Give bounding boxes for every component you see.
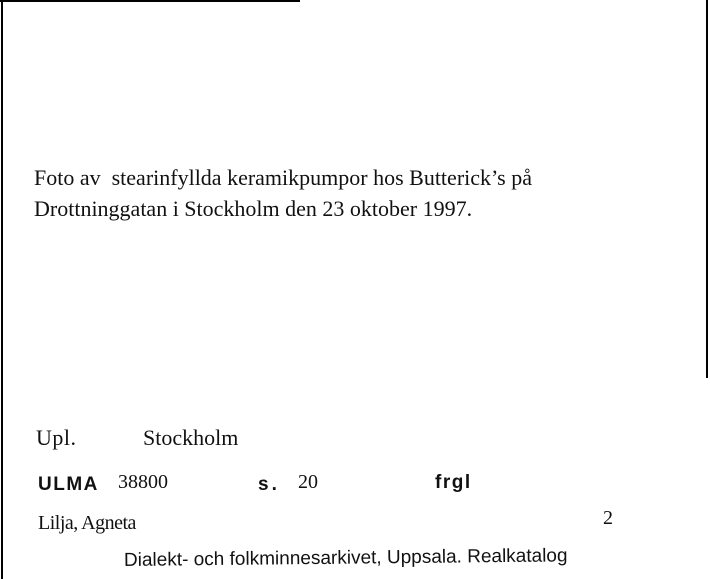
card-border-top bbox=[0, 0, 300, 2]
page-value: 20 bbox=[298, 471, 318, 493]
collector-name: Lilja, Agneta bbox=[38, 512, 136, 534]
archive-number: 38800 bbox=[118, 471, 168, 493]
page-label: s. bbox=[258, 474, 280, 495]
description-line-2: Drottninggatan i Stockholm den 23 oktober 1997. bbox=[34, 196, 473, 221]
photo-description bbox=[34, 162, 674, 224]
card-border-right bbox=[706, 0, 708, 378]
archive-footer: Dialekt- och folkminnesarkivet, Uppsala. Realkatalog bbox=[123, 545, 568, 571]
description-line-1: Foto av stearinfyllda keramikpumpor hos Butterick’s på bbox=[34, 165, 532, 190]
place-name: Stockholm bbox=[143, 425, 239, 450]
card-border-left bbox=[1, 0, 3, 579]
province-label: Upl. bbox=[36, 425, 77, 450]
archive-label: ULMA bbox=[38, 474, 99, 495]
card-number: 2 bbox=[603, 507, 613, 529]
format-code: frgl bbox=[435, 472, 472, 493]
